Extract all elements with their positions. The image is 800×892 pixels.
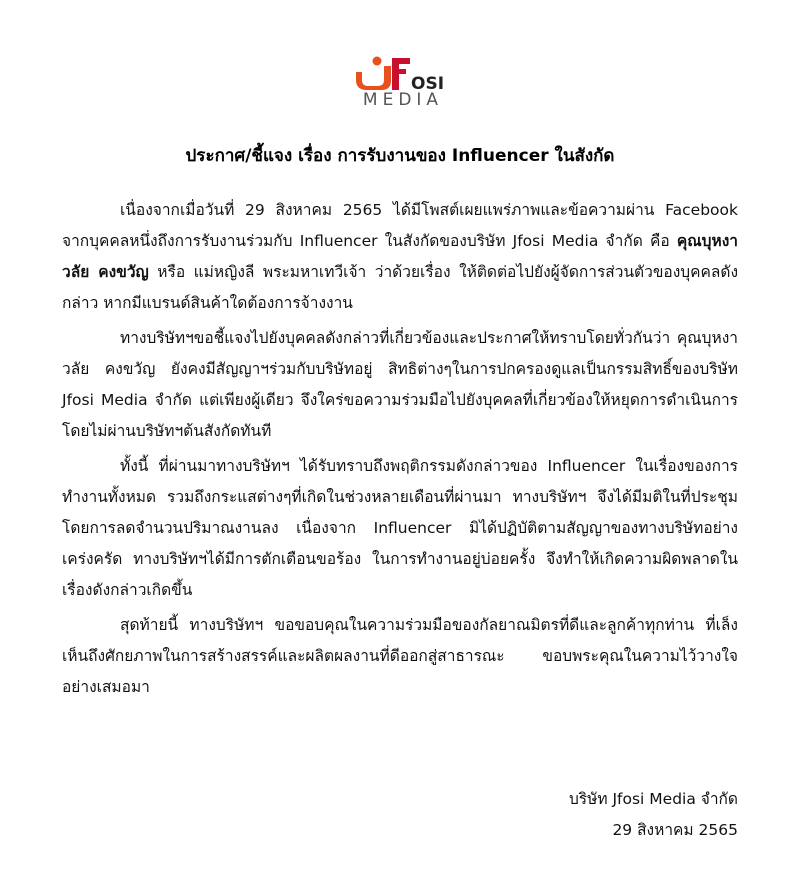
signature-block <box>569 784 738 846</box>
signature-company: บริษัท Jfosi Media จำกัด <box>568 790 738 808</box>
jfosi-logo-mark-icon <box>348 52 458 92</box>
influencer-name: คุณบุหงาวลัย คงขวัญ <box>62 232 738 281</box>
announcement-body <box>62 195 738 707</box>
paragraph-3: ทั้งนี้ ที่ผ่านมาทางบริษัทฯ ได้รับทราบถึงพฤติกรรมดังกล่าวของ Influencer ในเรื่องของการทำงานทั้งหมด รวมถึงกระแสต่างๆที่เกิดในช่วงหลายเดือนที่ผ่านมา ทางบริษัทฯ จึงได้มีมติในที่ประชุมโดยการลดจำนวนปริมาณงานลง เนื่องจาก Influencer มิได้ปฏิบัติตามสัญญาของทางบริษัทอย่างเคร่งครัด ทางบริษัทฯได้มีการตักเตือนขอร้อง ในการทำงานอยู่บ่อยครั้ง จึงทำให้เกิดความผิดพลาดในเรื่องดังกล่าวเกิดขึ้น <box>62 457 738 599</box>
signature-date: 29 สิงหาคม 2565 <box>612 821 738 839</box>
paragraph-1-text-start: เนื่องจากเมื่อวันที่ 29 สิงหาคม 2565 ได้มีโพสต์เผยแพร่ภาพและข้อความผ่าน Facebook จากบุคคลหนึ่งถึงการรับงานร่วมกับ Influencer ในสังกัดของบริษัท Jfosi Media จำกัด คือ <box>62 201 738 250</box>
company-logo <box>348 52 458 110</box>
svg-text:OSI: OSI <box>411 74 445 92</box>
paragraph-4: สุดท้ายนี้ ทางบริษัทฯ ขอขอบคุณในความร่วมมือของกัลยาณมิตรที่ดีและลูกค้าทุกท่าน ที่เล็งเห็นถึงศักยภาพในการสร้างสรรค์และผลิตผลงานที่ดีออกสู่สาธารณะ ขอบพระคุณในความไว้วางใจอย่างเสมอมา <box>62 616 738 696</box>
paragraph-2: ทางบริษัทฯขอชี้แจงไปยังบุคคลดังกล่าวที่เกี่ยวข้องและประกาศให้ทราบโดยทั่วกันว่า คุณบุหงาวลัย คงขวัญ ยังคงมีสัญญาฯร่วมกับบริษัทอยู่ สิทธิต่างๆในการปกครองดูแลเป็นกรรมสิทธิ์ของบริษัท Jfosi Media จำกัด แต่เพียงผู้เดียว จึงใคร่ขอความร่วมมือไปยังบุคคลที่เกี่ยวข้องให้หยุดการดำเนินการโดยไม่ผ่านบริษัทฯต้นสังกัดทันที <box>62 329 738 440</box>
paragraph-1-text-end: หรือ แม่หญิงลี พระมหาเทวีเจ้า ว่าด้วยเรื่อง ให้ติดต่อไปยังผู้จัดการส่วนตัวของบุคคลดังกล่าว หากมีแบรนด์สินค้าใดต้องการจ้างงาน <box>62 263 739 312</box>
announcement-title: ประกาศ/ชี้แจง เรื่อง การรับงานของ Influencer ในสังกัด <box>185 146 615 166</box>
logo-wordmark: MEDIA <box>362 90 444 110</box>
paragraph-1 <box>62 195 738 319</box>
